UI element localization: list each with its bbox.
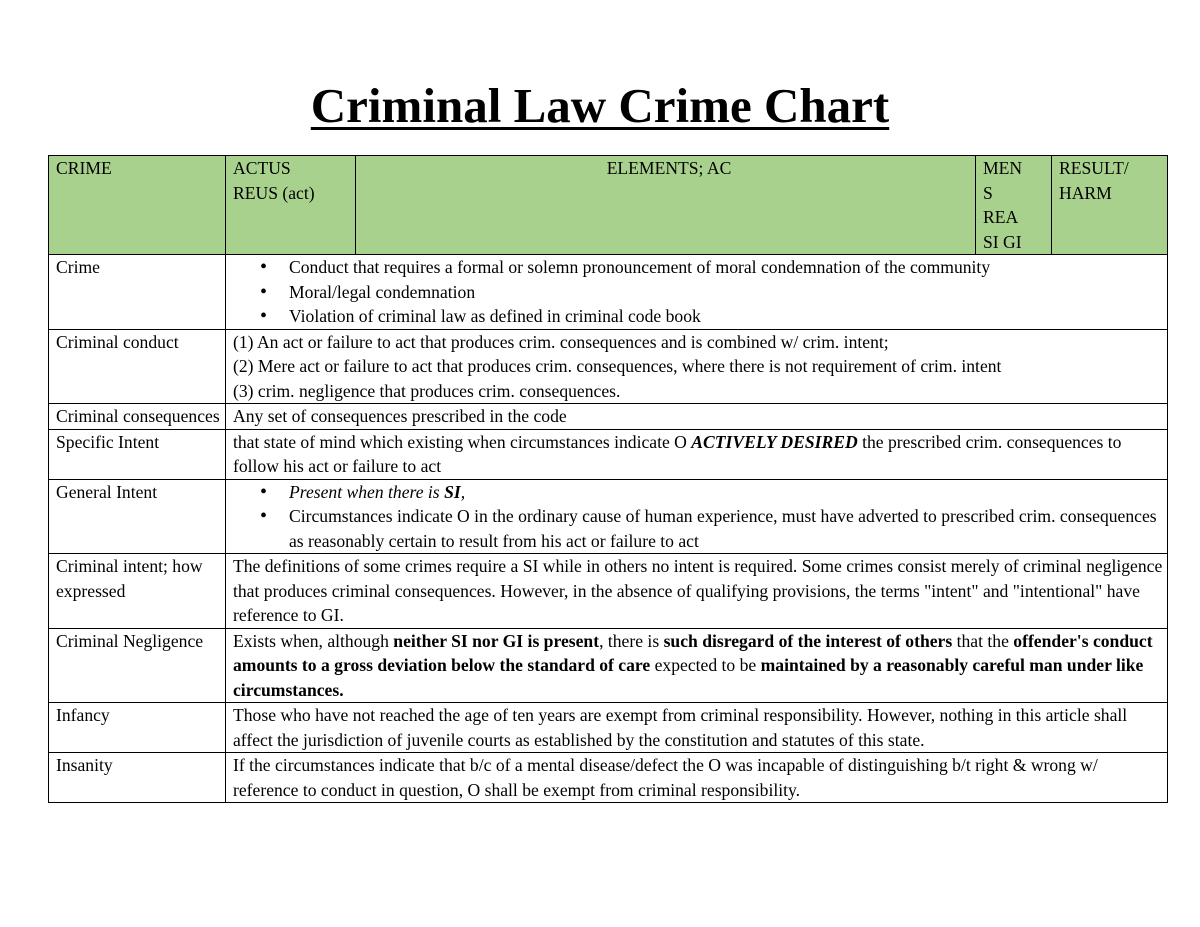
row-term: Infancy: [49, 703, 226, 753]
row-definition: [226, 479, 1168, 554]
list-item: • Present when there is SI,: [289, 480, 1167, 505]
row-definition: Any set of consequences prescribed in the code: [226, 404, 1168, 430]
row-definition: The definitions of some crimes require a SI while in others no intent is required. Some crimes consist merely of criminal negligence that produces criminal consequences. However, in the absence of qualifying provisions, the terms "intent" and "intentional" have reference to GI.: [226, 554, 1168, 629]
bullet-list: [233, 255, 1167, 329]
row-term: Crime: [49, 255, 226, 330]
table-row: [49, 429, 1168, 479]
list-item: • Circumstances indicate O in the ordinary cause of human experience, must have adverted to prescribed crim. consequences as reasonably certain to result from his act or failure to act: [289, 504, 1167, 553]
header-result-harm: RESULT/ HARM: [1052, 156, 1168, 255]
header-actus-reus: ACTUS REUS (act): [226, 156, 356, 255]
header-row: [49, 156, 1168, 255]
table-row: [49, 554, 1168, 629]
table-row: [49, 703, 1168, 753]
row-definition: [226, 255, 1168, 330]
table-row: [49, 628, 1168, 703]
crime-chart-table: [48, 155, 1168, 803]
table-row: [49, 329, 1168, 404]
header-mens-rea: MEN S REA SI GI: [976, 156, 1052, 255]
list-item: • Moral/legal condemnation: [289, 280, 1167, 305]
list-item: • Violation of criminal law as defined in criminal code book: [289, 304, 1167, 329]
row-definition: Those who have not reached the age of ten years are exempt from criminal responsibility. However, nothing in this article shall affect the jurisdiction of juvenile courts as established by the constitution and statutes of this state.: [226, 703, 1168, 753]
table-row: [49, 404, 1168, 430]
row-term: Insanity: [49, 753, 226, 803]
header-elements: ELEMENTS; AC: [356, 156, 976, 255]
row-definition: that state of mind which existing when circumstances indicate O ACTIVELY DESIRED the prescribed crim. consequences to follow his act or failure to act: [226, 429, 1168, 479]
row-term: Criminal Negligence: [49, 628, 226, 703]
row-definition: Exists when, although neither SI nor GI is present, there is such disregard of the interest of others that the offender's conduct amounts to a gross deviation below the standard of care expected to be maintained by a reasonably careful man under like circumstances.: [226, 628, 1168, 703]
page-title: Criminal Law Crime Chart: [310, 78, 890, 133]
table-row: [49, 753, 1168, 803]
row-term: Criminal consequences: [49, 404, 226, 430]
header-crime: CRIME: [49, 156, 226, 255]
list-item: • Conduct that requires a formal or solemn pronouncement of moral condemnation of the community: [289, 255, 1167, 280]
table-row: [49, 479, 1168, 554]
row-term: Specific Intent: [49, 429, 226, 479]
row-term: General Intent: [49, 479, 226, 554]
row-term: Criminal conduct: [49, 329, 226, 404]
row-term: Criminal intent; how expressed: [49, 554, 226, 629]
table-row: [49, 255, 1168, 330]
bullet-list: [233, 480, 1167, 554]
row-definition: If the circumstances indicate that b/c of a mental disease/defect the O was incapable of distinguishing b/t right & wrong w/ reference to conduct in question, O shall be exempt from criminal responsibility.: [226, 753, 1168, 803]
row-definition: (1) An act or failure to act that produces crim. consequences and is combined w/ crim. intent; (2) Mere act or failure to act that produces crim. consequences, where there is not requirement of crim. intent (3) crim. negligence that produces crim. consequences.: [226, 329, 1168, 404]
